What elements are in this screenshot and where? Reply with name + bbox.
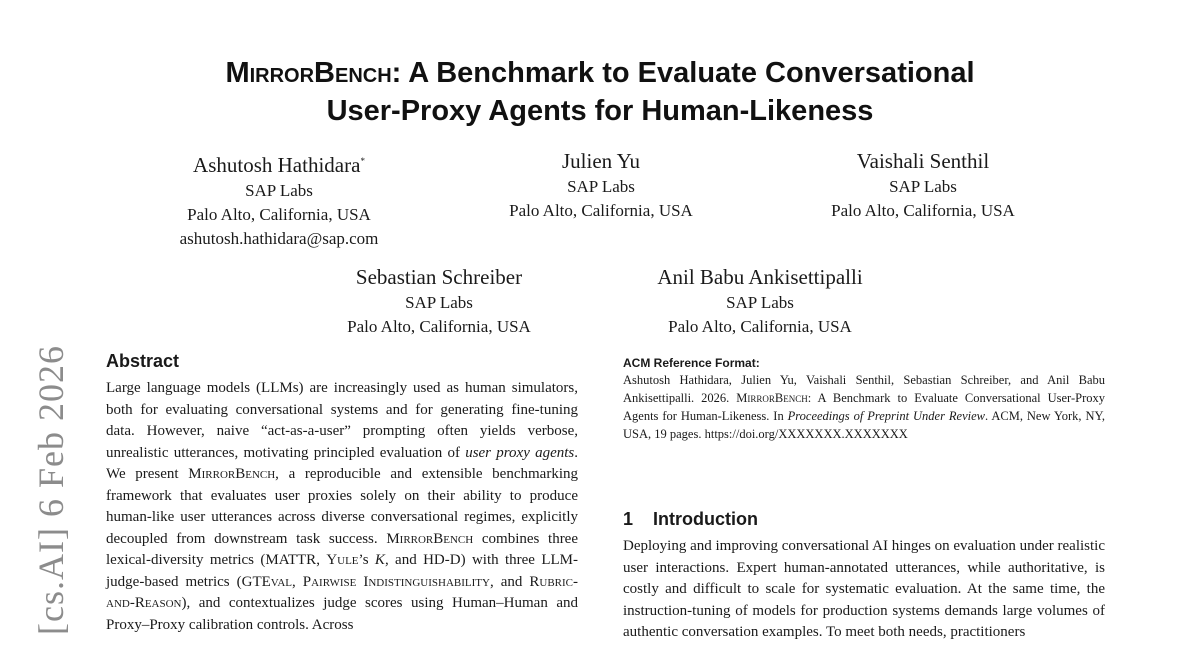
author-block [763,148,1083,223]
section-number: 1 [623,509,634,529]
acm-reference-text: Ashutosh Hathidara, Julien Yu, Vaishali Senthil, Sebastian Schreiber, and Anil Babu Ankisettipalli. 2026. MirrorBench: A Benchmark to Evaluate Conversational User-Proxy Agents for Human-Likeness. In Proceedings of Preprint Under Review. ACM, New York, NY, USA, 19 pages. https://doi.org/XXXXXXX.XXXXXXX [623,373,1106,441]
paper-title [100,54,1100,130]
author-name: Vaishali Senthil [856,149,990,173]
author-name: Sebastian Schreiber [355,265,523,289]
author-block [600,264,920,339]
section-title: Introduction [653,509,758,529]
abstract-heading: Abstract [106,351,180,371]
author-block [441,148,761,223]
author-location: Palo Alto, California, USA [347,317,531,336]
abstract-body: Large language models (LLMs) are increasingly used as human simulators, both for evaluating conversational systems and for generating fine-tuning data. However, naive “act-as-a-user” prompting often yields verbose, unrealistic utterances, motivating principled evaluation of user proxy agents. We present MirrorBench, a reproducible and extensible benchmarking framework that evaluates user proxies solely on their ability to produce human-like user utterances across diverse conversational regimes, explicitly decoupled from downstream task success. MirrorBench combines three lexical-diversity metrics (MATTR, Yule’s K, and HD-D) with three LLM-judge-based metrics (GTEval, Pairwise Indistinguishability, and Rubric-and-Reason), and contextualizes judge scores using Human–Human and Proxy–Proxy calibration controls. Across [106,380,579,633]
title-line1: : A Benchmark to Evaluate Conversational [391,57,975,89]
author-name: Anil Babu Ankisettipalli [657,265,863,289]
introduction-heading [623,508,1105,530]
author-mark: * [360,156,365,166]
author-name: Julien Yu [562,149,640,173]
author-affiliation: SAP Labs [567,177,635,196]
author-affiliation: SAP Labs [889,177,957,196]
acm-reference [623,355,1105,443]
author-location: Palo Alto, California, USA [187,205,371,224]
author-affiliation: SAP Labs [245,181,313,200]
author-location: Palo Alto, California, USA [668,317,852,336]
author-block [279,264,599,339]
author-name: Ashutosh Hathidara [193,153,361,177]
introduction-section [623,508,1105,644]
author-affiliation: SAP Labs [726,293,794,312]
acm-reference-heading: ACM Reference Format: [623,356,760,370]
author-location: Palo Alto, California, USA [831,201,1015,220]
title-benchmark-name: MirrorBench [225,57,392,89]
title-line2: User-Proxy Agents for Human-Likeness [326,95,874,127]
arxiv-sidebar-id: [cs.AI] 6 Feb 2026 [31,345,71,635]
author-location: Palo Alto, California, USA [509,201,693,220]
author-block [119,148,439,251]
abstract-section [106,350,578,636]
introduction-body: Deploying and improving conversational AI hinges on evaluation under realistic user interactions. Expert human-annotated utterances, while authoritative, is costly and difficult to scale for systematic evaluation. At the same time, the instruction-tuning of models for production systems demands large volumes of authentic conversation examples. To meet both needs, practitioners [623,538,1105,640]
author-affiliation: SAP Labs [405,293,473,312]
author-email[interactable]: ashutosh.hathidara@sap.com [179,229,379,248]
